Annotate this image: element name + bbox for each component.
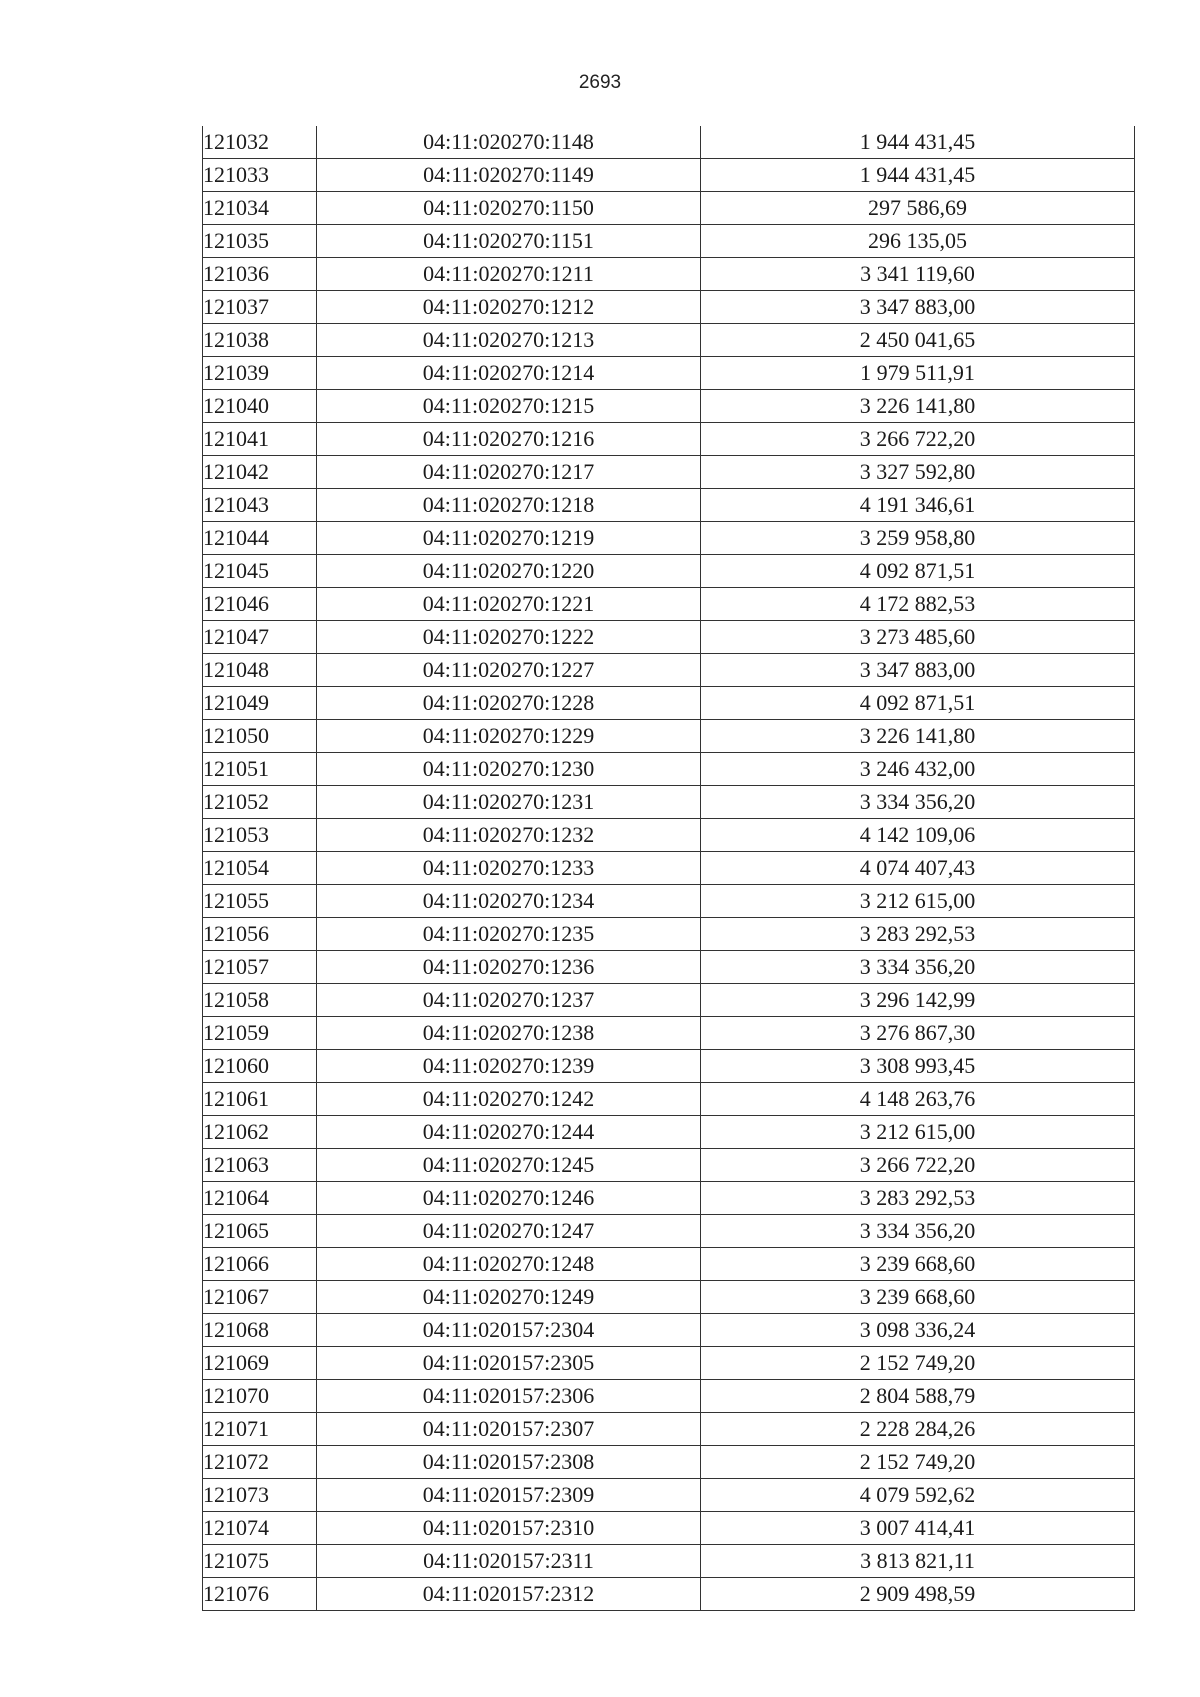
row-number-cell: 121033 — [203, 159, 317, 192]
row-number-cell: 121072 — [203, 1446, 317, 1479]
cadastral-value-cell: 3 341 119,60 — [701, 258, 1135, 291]
table-row — [203, 159, 1135, 192]
row-number-cell: 121063 — [203, 1149, 317, 1182]
row-number-cell: 121036 — [203, 258, 317, 291]
cadastral-number-cell: 04:11:020157:2306 — [317, 1380, 701, 1413]
cadastral-number-cell: 04:11:020157:2308 — [317, 1446, 701, 1479]
cadastral-value-cell: 3 334 356,20 — [701, 951, 1135, 984]
cadastral-value-cell: 3 259 958,80 — [701, 522, 1135, 555]
cadastral-value-cell: 3 327 592,80 — [701, 456, 1135, 489]
table-row — [203, 555, 1135, 588]
row-number-cell: 121066 — [203, 1248, 317, 1281]
cadastral-number-cell: 04:11:020270:1231 — [317, 786, 701, 819]
table-row — [203, 984, 1135, 1017]
table-row — [203, 1182, 1135, 1215]
row-number-cell: 121035 — [203, 225, 317, 258]
row-number-cell: 121044 — [203, 522, 317, 555]
cadastral-number-cell: 04:11:020270:1230 — [317, 753, 701, 786]
table-row — [203, 1413, 1135, 1446]
cadastral-number-cell: 04:11:020157:2309 — [317, 1479, 701, 1512]
cadastral-number-cell: 04:11:020270:1239 — [317, 1050, 701, 1083]
cadastral-value-cell: 4 148 263,76 — [701, 1083, 1135, 1116]
cadastral-number-cell: 04:11:020270:1236 — [317, 951, 701, 984]
table-row — [203, 885, 1135, 918]
row-number-cell: 121034 — [203, 192, 317, 225]
cadastral-value-cell: 296 135,05 — [701, 225, 1135, 258]
table-row — [203, 489, 1135, 522]
cadastral-value-cell: 3 273 485,60 — [701, 621, 1135, 654]
row-number-cell: 121061 — [203, 1083, 317, 1116]
table-row — [203, 786, 1135, 819]
cadastral-number-cell: 04:11:020270:1235 — [317, 918, 701, 951]
cadastral-value-cell: 297 586,69 — [701, 192, 1135, 225]
cadastral-value-cell: 3 239 668,60 — [701, 1248, 1135, 1281]
cadastral-number-cell: 04:11:020157:2307 — [317, 1413, 701, 1446]
cadastral-value-cell: 3 266 722,20 — [701, 423, 1135, 456]
cadastral-number-cell: 04:11:020157:2311 — [317, 1545, 701, 1578]
cadastral-value-table — [202, 126, 1135, 1611]
row-number-cell: 121055 — [203, 885, 317, 918]
cadastral-number-cell: 04:11:020270:1248 — [317, 1248, 701, 1281]
cadastral-value-cell: 3 347 883,00 — [701, 654, 1135, 687]
row-number-cell: 121075 — [203, 1545, 317, 1578]
cadastral-number-cell: 04:11:020270:1222 — [317, 621, 701, 654]
cadastral-number-cell: 04:11:020270:1234 — [317, 885, 701, 918]
cadastral-value-cell: 3 212 615,00 — [701, 1116, 1135, 1149]
cadastral-number-cell: 04:11:020157:2304 — [317, 1314, 701, 1347]
cadastral-value-cell: 1 979 511,91 — [701, 357, 1135, 390]
row-number-cell: 121065 — [203, 1215, 317, 1248]
cadastral-number-cell: 04:11:020270:1227 — [317, 654, 701, 687]
cadastral-number-cell: 04:11:020270:1149 — [317, 159, 701, 192]
table-row — [203, 621, 1135, 654]
cadastral-number-cell: 04:11:020270:1213 — [317, 324, 701, 357]
row-number-cell: 121076 — [203, 1578, 317, 1611]
row-number-cell: 121054 — [203, 852, 317, 885]
table-row — [203, 753, 1135, 786]
cadastral-value-cell: 3 308 993,45 — [701, 1050, 1135, 1083]
cadastral-value-cell: 2 450 041,65 — [701, 324, 1135, 357]
cadastral-value-cell: 3 226 141,80 — [701, 720, 1135, 753]
cadastral-value-cell: 2 228 284,26 — [701, 1413, 1135, 1446]
table-row — [203, 291, 1135, 324]
cadastral-number-cell: 04:11:020270:1246 — [317, 1182, 701, 1215]
cadastral-value-cell: 1 944 431,45 — [701, 126, 1135, 159]
cadastral-number-cell: 04:11:020270:1232 — [317, 819, 701, 852]
table-row — [203, 1017, 1135, 1050]
row-number-cell: 121049 — [203, 687, 317, 720]
table-row — [203, 1116, 1135, 1149]
cadastral-value-cell: 3 276 867,30 — [701, 1017, 1135, 1050]
cadastral-number-cell: 04:11:020270:1247 — [317, 1215, 701, 1248]
cadastral-value-cell: 4 092 871,51 — [701, 555, 1135, 588]
cadastral-number-cell: 04:11:020270:1245 — [317, 1149, 701, 1182]
cadastral-number-cell: 04:11:020270:1217 — [317, 456, 701, 489]
row-number-cell: 121048 — [203, 654, 317, 687]
row-number-cell: 121074 — [203, 1512, 317, 1545]
cadastral-number-cell: 04:11:020270:1242 — [317, 1083, 701, 1116]
cadastral-value-cell: 3 226 141,80 — [701, 390, 1135, 423]
row-number-cell: 121058 — [203, 984, 317, 1017]
table-row — [203, 1050, 1135, 1083]
cadastral-value-cell: 4 079 592,62 — [701, 1479, 1135, 1512]
table-row — [203, 1149, 1135, 1182]
cadastral-number-cell: 04:11:020270:1212 — [317, 291, 701, 324]
row-number-cell: 121064 — [203, 1182, 317, 1215]
cadastral-number-cell: 04:11:020270:1220 — [317, 555, 701, 588]
cadastral-value-cell: 3 296 142,99 — [701, 984, 1135, 1017]
row-number-cell: 121067 — [203, 1281, 317, 1314]
table-row — [203, 588, 1135, 621]
cadastral-number-cell: 04:11:020270:1215 — [317, 390, 701, 423]
cadastral-value-cell: 3 283 292,53 — [701, 1182, 1135, 1215]
cadastral-value-cell: 2 152 749,20 — [701, 1446, 1135, 1479]
table-row — [203, 720, 1135, 753]
cadastral-value-cell: 4 092 871,51 — [701, 687, 1135, 720]
table-row — [203, 654, 1135, 687]
cadastral-number-cell: 04:11:020270:1211 — [317, 258, 701, 291]
cadastral-value-cell: 3 266 722,20 — [701, 1149, 1135, 1182]
table-row — [203, 390, 1135, 423]
table-row — [203, 687, 1135, 720]
row-number-cell: 121053 — [203, 819, 317, 852]
cadastral-value-cell: 4 142 109,06 — [701, 819, 1135, 852]
cadastral-number-cell: 04:11:020270:1249 — [317, 1281, 701, 1314]
table-row — [203, 852, 1135, 885]
cadastral-number-cell: 04:11:020270:1244 — [317, 1116, 701, 1149]
cadastral-number-cell: 04:11:020270:1148 — [317, 126, 701, 159]
cadastral-number-cell: 04:11:020270:1221 — [317, 588, 701, 621]
cadastral-number-cell: 04:11:020157:2312 — [317, 1578, 701, 1611]
row-number-cell: 121039 — [203, 357, 317, 390]
table-row — [203, 819, 1135, 852]
row-number-cell: 121046 — [203, 588, 317, 621]
cadastral-number-cell: 04:11:020157:2310 — [317, 1512, 701, 1545]
cadastral-number-cell: 04:11:020270:1237 — [317, 984, 701, 1017]
row-number-cell: 121038 — [203, 324, 317, 357]
cadastral-value-cell: 1 944 431,45 — [701, 159, 1135, 192]
table-row — [203, 456, 1135, 489]
table-row — [203, 1281, 1135, 1314]
cadastral-value-cell: 3 334 356,20 — [701, 1215, 1135, 1248]
cadastral-value-cell: 3 007 414,41 — [701, 1512, 1135, 1545]
row-number-cell: 121073 — [203, 1479, 317, 1512]
cadastral-value-cell: 3 098 336,24 — [701, 1314, 1135, 1347]
cadastral-value-cell: 3 212 615,00 — [701, 885, 1135, 918]
cadastral-value-cell: 3 813 821,11 — [701, 1545, 1135, 1578]
cadastral-value-cell: 2 909 498,59 — [701, 1578, 1135, 1611]
cadastral-value-cell: 3 239 668,60 — [701, 1281, 1135, 1314]
table-row — [203, 423, 1135, 456]
cadastral-value-cell: 4 191 346,61 — [701, 489, 1135, 522]
cadastral-value-cell: 3 347 883,00 — [701, 291, 1135, 324]
cadastral-number-cell: 04:11:020157:2305 — [317, 1347, 701, 1380]
cadastral-number-cell: 04:11:020270:1150 — [317, 192, 701, 225]
table-body — [203, 126, 1135, 1611]
row-number-cell: 121068 — [203, 1314, 317, 1347]
table-row — [203, 1248, 1135, 1281]
row-number-cell: 121045 — [203, 555, 317, 588]
row-number-cell: 121059 — [203, 1017, 317, 1050]
table-row — [203, 1512, 1135, 1545]
cadastral-value-cell: 2 804 588,79 — [701, 1380, 1135, 1413]
row-number-cell: 121069 — [203, 1347, 317, 1380]
row-number-cell: 121041 — [203, 423, 317, 456]
cadastral-number-cell: 04:11:020270:1219 — [317, 522, 701, 555]
table-row — [203, 1545, 1135, 1578]
row-number-cell: 121052 — [203, 786, 317, 819]
table-row — [203, 1446, 1135, 1479]
table-row — [203, 1083, 1135, 1116]
table-row — [203, 522, 1135, 555]
table-row — [203, 1215, 1135, 1248]
table-row — [203, 1380, 1135, 1413]
row-number-cell: 121047 — [203, 621, 317, 654]
cadastral-value-cell: 4 074 407,43 — [701, 852, 1135, 885]
cadastral-value-cell: 3 246 432,00 — [701, 753, 1135, 786]
cadastral-number-cell: 04:11:020270:1229 — [317, 720, 701, 753]
cadastral-number-cell: 04:11:020270:1214 — [317, 357, 701, 390]
row-number-cell: 121037 — [203, 291, 317, 324]
row-number-cell: 121057 — [203, 951, 317, 984]
row-number-cell: 121042 — [203, 456, 317, 489]
row-number-cell: 121062 — [203, 1116, 317, 1149]
table-row — [203, 258, 1135, 291]
row-number-cell: 121060 — [203, 1050, 317, 1083]
table-row — [203, 1578, 1135, 1611]
row-number-cell: 121051 — [203, 753, 317, 786]
table-row — [203, 951, 1135, 984]
table-row — [203, 357, 1135, 390]
cadastral-number-cell: 04:11:020270:1151 — [317, 225, 701, 258]
table-row — [203, 126, 1135, 159]
table-row — [203, 918, 1135, 951]
table-row — [203, 1479, 1135, 1512]
cadastral-number-cell: 04:11:020270:1238 — [317, 1017, 701, 1050]
cadastral-value-cell: 3 334 356,20 — [701, 786, 1135, 819]
row-number-cell: 121043 — [203, 489, 317, 522]
cadastral-number-cell: 04:11:020270:1216 — [317, 423, 701, 456]
table-row — [203, 1314, 1135, 1347]
cadastral-value-cell: 4 172 882,53 — [701, 588, 1135, 621]
table-row — [203, 192, 1135, 225]
page-number: 2693 — [578, 72, 622, 93]
cadastral-value-cell: 3 283 292,53 — [701, 918, 1135, 951]
table-row — [203, 324, 1135, 357]
cadastral-value-cell: 2 152 749,20 — [701, 1347, 1135, 1380]
row-number-cell: 121056 — [203, 918, 317, 951]
row-number-cell: 121071 — [203, 1413, 317, 1446]
cadastral-number-cell: 04:11:020270:1233 — [317, 852, 701, 885]
cadastral-number-cell: 04:11:020270:1218 — [317, 489, 701, 522]
row-number-cell: 121032 — [203, 126, 317, 159]
cadastral-number-cell: 04:11:020270:1228 — [317, 687, 701, 720]
row-number-cell: 121050 — [203, 720, 317, 753]
table-row — [203, 1347, 1135, 1380]
row-number-cell: 121070 — [203, 1380, 317, 1413]
table-row — [203, 225, 1135, 258]
row-number-cell: 121040 — [203, 390, 317, 423]
